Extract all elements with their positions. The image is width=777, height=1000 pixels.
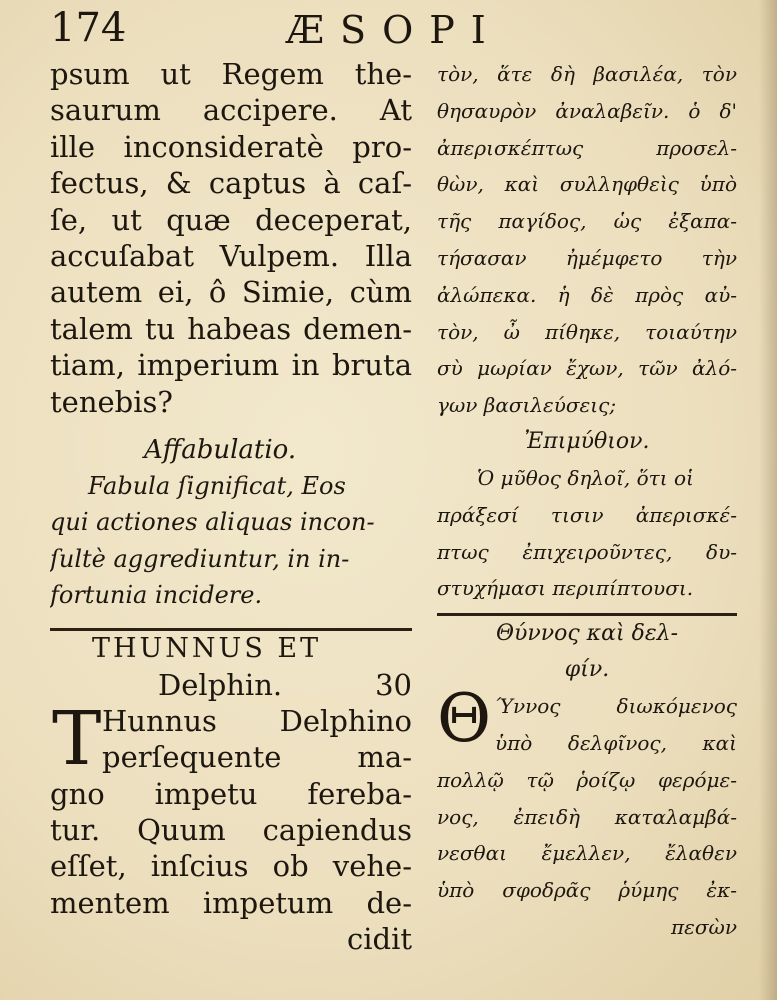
text-line: στυχήμασι περιπίπτουσι. <box>437 576 694 601</box>
text-line: Fabula ſignificat, Eos <box>88 472 346 501</box>
latin-column <box>50 56 412 958</box>
text-line: σὺ μωρίαν ἔχων, τῶν ἀλό- <box>437 356 737 381</box>
text-line: τήσασαν ἠμέμφετο τὴν <box>437 245 737 270</box>
fable-title-greek: Θύννος καὶ δελ- <box>495 621 679 647</box>
greek-moral-paragraph <box>437 460 737 607</box>
text-line: θησαυρὸν ἀναλαβεῖν. ὁ δ' <box>437 98 737 123</box>
moral-heading-greek: Ἐπιμύθιον. <box>524 428 650 454</box>
text-line: tur. Quum capiendus <box>50 812 412 847</box>
text-line: ἀλώπεκα. ἡ δὲ πρὸς αὐ- <box>437 282 737 307</box>
text-line: qui actiones aliquas incon- <box>50 508 375 537</box>
text-line: ὑπὸ σφοδρᾶς ῥύμης ἐκ- <box>437 878 737 903</box>
drop-cap: Θ <box>437 680 492 758</box>
text-line: talem tu habeas demen- <box>50 311 412 346</box>
page-number: 174 <box>50 5 127 51</box>
text-line: Hunnus Delphino <box>102 703 412 738</box>
fable-title-greek-continued: φίν. <box>564 657 610 683</box>
greek-column <box>437 56 737 946</box>
fable-subtitle-line <box>50 667 412 703</box>
text-line: τὸν, ὦ πίθηκε, τοιαύτην <box>437 319 737 344</box>
text-line: tenebis? <box>50 384 173 419</box>
greek-fable-paragraph <box>437 680 737 946</box>
text-line: eſſet, inſcius ob vehe- <box>50 849 412 884</box>
text-line: ὑπὸ δελφῖνος, καὶ <box>495 730 737 755</box>
text-line: cidit <box>346 922 412 957</box>
text-line: ille inconsideratè pro- <box>50 129 412 164</box>
fable-paragraph <box>50 695 412 958</box>
text-line: νος, ἐπειδὴ καταλαμβά- <box>437 804 737 829</box>
text-line: Ύννος διωκόμενος <box>495 694 737 719</box>
text-line: accuſabat Vulpem. Illa <box>50 239 412 274</box>
text-line: Ὁ μῦθος δηλοῖ, ὅτι οἱ <box>477 465 694 490</box>
text-line: πτως ἐπιχειροῦντες, δυ- <box>437 539 737 564</box>
fable-title-continued: Delphin. <box>158 667 283 702</box>
moral-heading: Affabulatio. <box>144 435 297 466</box>
text-line: saurum accipere. At <box>50 93 412 128</box>
text-line: ἀπερισκέπτως προσελ- <box>437 135 737 160</box>
text-line: τῆς παγίδος, ὡς ἐξαπα- <box>437 209 737 234</box>
text-line: perſequente ma- <box>102 740 412 775</box>
text-line: ſe, ut quæ deceperat, <box>50 202 412 237</box>
text-line: τὸν, ἅτε δὴ βασιλέα, τὸν <box>437 62 737 86</box>
text-line: πεσὼν <box>671 914 737 939</box>
text-line: tiam, imperium in bruta <box>50 348 412 383</box>
greek-paragraph <box>437 56 737 424</box>
text-line: gno impetu fereba- <box>50 776 412 811</box>
fable-number: 30 <box>375 667 412 702</box>
text-line: πράξεσί τισιν ἀπερισκέ- <box>437 502 737 527</box>
text-line: θὼν, καὶ συλληφθεὶς ὑπὸ <box>437 172 737 197</box>
text-line: ſultè aggrediuntur, in in- <box>50 544 350 573</box>
text-line: fortunia incidere. <box>50 581 263 610</box>
fable-title: THUNNUS ET <box>92 632 322 664</box>
moral-paragraph <box>50 468 412 614</box>
latin-paragraph <box>50 56 412 420</box>
text-line: psum ut Regem the- <box>50 57 412 91</box>
running-head: ÆSOPI <box>286 8 502 52</box>
text-line: γων βασιλεύσεις; <box>437 393 617 418</box>
text-line: νεσθαι ἔμελλεν, ἔλαθεν <box>437 841 737 866</box>
text-line: autem ei, ô Simie, cùm <box>50 275 412 310</box>
page-gutter-shadow <box>759 0 777 1000</box>
text-line: fectus, & captus à caſ- <box>50 166 412 201</box>
drop-cap: T <box>52 695 102 782</box>
text-line: mentem impetum de- <box>50 885 412 920</box>
text-line: πολλῷ τῷ ῥοίζῳ φερόμε- <box>437 767 737 792</box>
